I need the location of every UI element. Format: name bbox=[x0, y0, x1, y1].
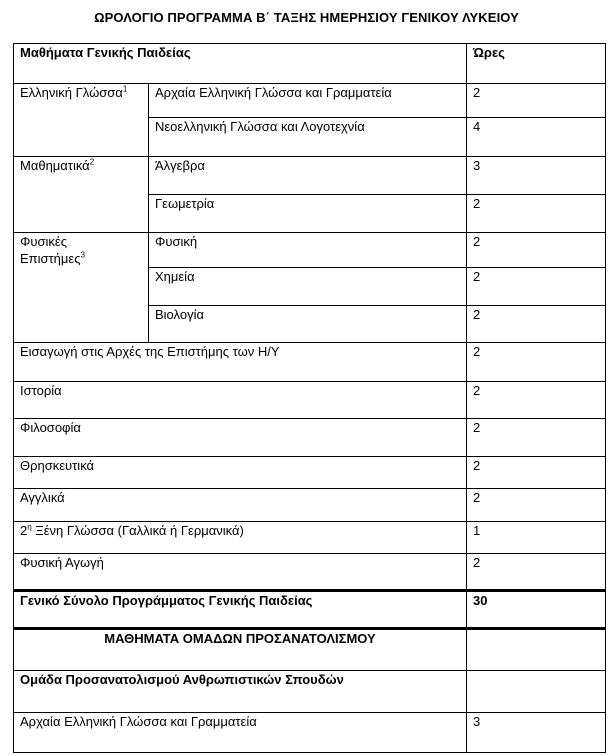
course-name: Χημεία bbox=[149, 268, 467, 306]
table-row bbox=[14, 554, 606, 591]
orientation-heading: ΜΑΘΗΜΑΤΑ ΟΜΑΔΩΝ ΠΡΟΣΑΝΑΤΟΛΙΣΜΟΥ bbox=[14, 629, 467, 671]
course-hours: 2 bbox=[467, 419, 606, 457]
course-hours: 2 bbox=[467, 195, 606, 233]
course-name: Βιολογία bbox=[149, 306, 467, 343]
group-name: Ελληνική Γλώσσα bbox=[20, 85, 123, 100]
footnote-marker: 2 bbox=[89, 157, 95, 167]
course-name: Άλγεβρα bbox=[149, 157, 467, 195]
table-row bbox=[14, 233, 606, 268]
table-row bbox=[14, 713, 606, 753]
total-label: Γενικό Σύνολο Προγράμματος Γενικής Παιδείας bbox=[14, 591, 467, 629]
footnote-marker: 3 bbox=[80, 250, 85, 260]
course-hours: 2 bbox=[467, 268, 606, 306]
course-hours: 2 bbox=[467, 306, 606, 343]
course-name: Εισαγωγή στις Αρχές της Επιστήμης των Η/Υ bbox=[14, 343, 467, 382]
group-mathematics bbox=[14, 157, 149, 233]
total-hours: 30 bbox=[467, 591, 606, 629]
page-title: ΩΡΟΛΟΓΙΟ ΠΡΟΓΡΑΜΜΑ Β΄ ΤΑΞΗΣ ΗΜΕΡΗΣΙΟΥ ΓΕΝΙΚΟΥ ΛΥΚΕΙΟΥ bbox=[94, 10, 519, 25]
course-name: Φιλοσοφία bbox=[14, 419, 467, 457]
course-hours: 2 bbox=[467, 382, 606, 419]
course-name: Αγγλικά bbox=[14, 489, 467, 522]
course-name-rest: Ξένη Γλώσσα (Γαλλικά ή Γερμανικά) bbox=[31, 523, 244, 538]
course-name: Φυσική Αγωγή bbox=[14, 554, 467, 591]
table-row bbox=[14, 489, 606, 522]
course-name: Θρησκευτικά bbox=[14, 457, 467, 489]
course-hours: 2 bbox=[467, 457, 606, 489]
course-name: Νεοελληνική Γλώσσα και Λογοτεχνία bbox=[149, 118, 467, 157]
course-name bbox=[14, 522, 467, 554]
table-row bbox=[14, 382, 606, 419]
table-row bbox=[14, 522, 606, 554]
total-row bbox=[14, 591, 606, 629]
section-heading-row bbox=[14, 629, 606, 671]
course-hours: 2 bbox=[467, 84, 606, 118]
course-hours: 3 bbox=[467, 713, 606, 753]
course-name: Φυσική bbox=[149, 233, 467, 268]
ordinal-suffix: η bbox=[27, 522, 32, 532]
empty-cell bbox=[467, 629, 606, 671]
schedule-table bbox=[13, 43, 606, 753]
footnote-marker: 1 bbox=[122, 84, 128, 94]
course-hours: 2 bbox=[467, 343, 606, 382]
group-greek-language bbox=[14, 84, 149, 157]
course-name: Γεωμετρία bbox=[149, 195, 467, 233]
course-hours: 2 bbox=[467, 554, 606, 591]
orientation-group: Ομάδα Προσανατολισμού Ανθρωπιστικών Σπουδών bbox=[14, 671, 467, 713]
ordinal-number: 2 bbox=[20, 523, 28, 538]
table-header-row bbox=[14, 44, 606, 84]
table-row bbox=[14, 84, 606, 118]
course-hours: 2 bbox=[467, 233, 606, 268]
course-hours: 1 bbox=[467, 522, 606, 554]
course-name: Αρχαία Ελληνική Γλώσσα και Γραμματεία bbox=[14, 713, 467, 753]
header-subject: Μαθήματα Γενικής Παιδείας bbox=[14, 44, 467, 84]
group-name: Μαθηματικά bbox=[20, 158, 90, 173]
header-hours: Ώρες bbox=[467, 44, 606, 84]
empty-cell bbox=[467, 671, 606, 713]
table-row bbox=[14, 343, 606, 382]
group-name-line1: Φυσικές bbox=[20, 234, 67, 249]
group-name-line2: Επιστήμες bbox=[20, 251, 81, 266]
table-row bbox=[14, 457, 606, 489]
course-name: Αρχαία Ελληνική Γλώσσα και Γραμματεία bbox=[149, 84, 467, 118]
group-natural-sciences bbox=[14, 233, 149, 343]
group-heading-row bbox=[14, 671, 606, 713]
course-name: Ιστορία bbox=[14, 382, 467, 419]
course-hours: 3 bbox=[467, 157, 606, 195]
course-hours: 2 bbox=[467, 489, 606, 522]
table-row bbox=[14, 157, 606, 195]
course-hours: 4 bbox=[467, 118, 606, 157]
table-row bbox=[14, 419, 606, 457]
